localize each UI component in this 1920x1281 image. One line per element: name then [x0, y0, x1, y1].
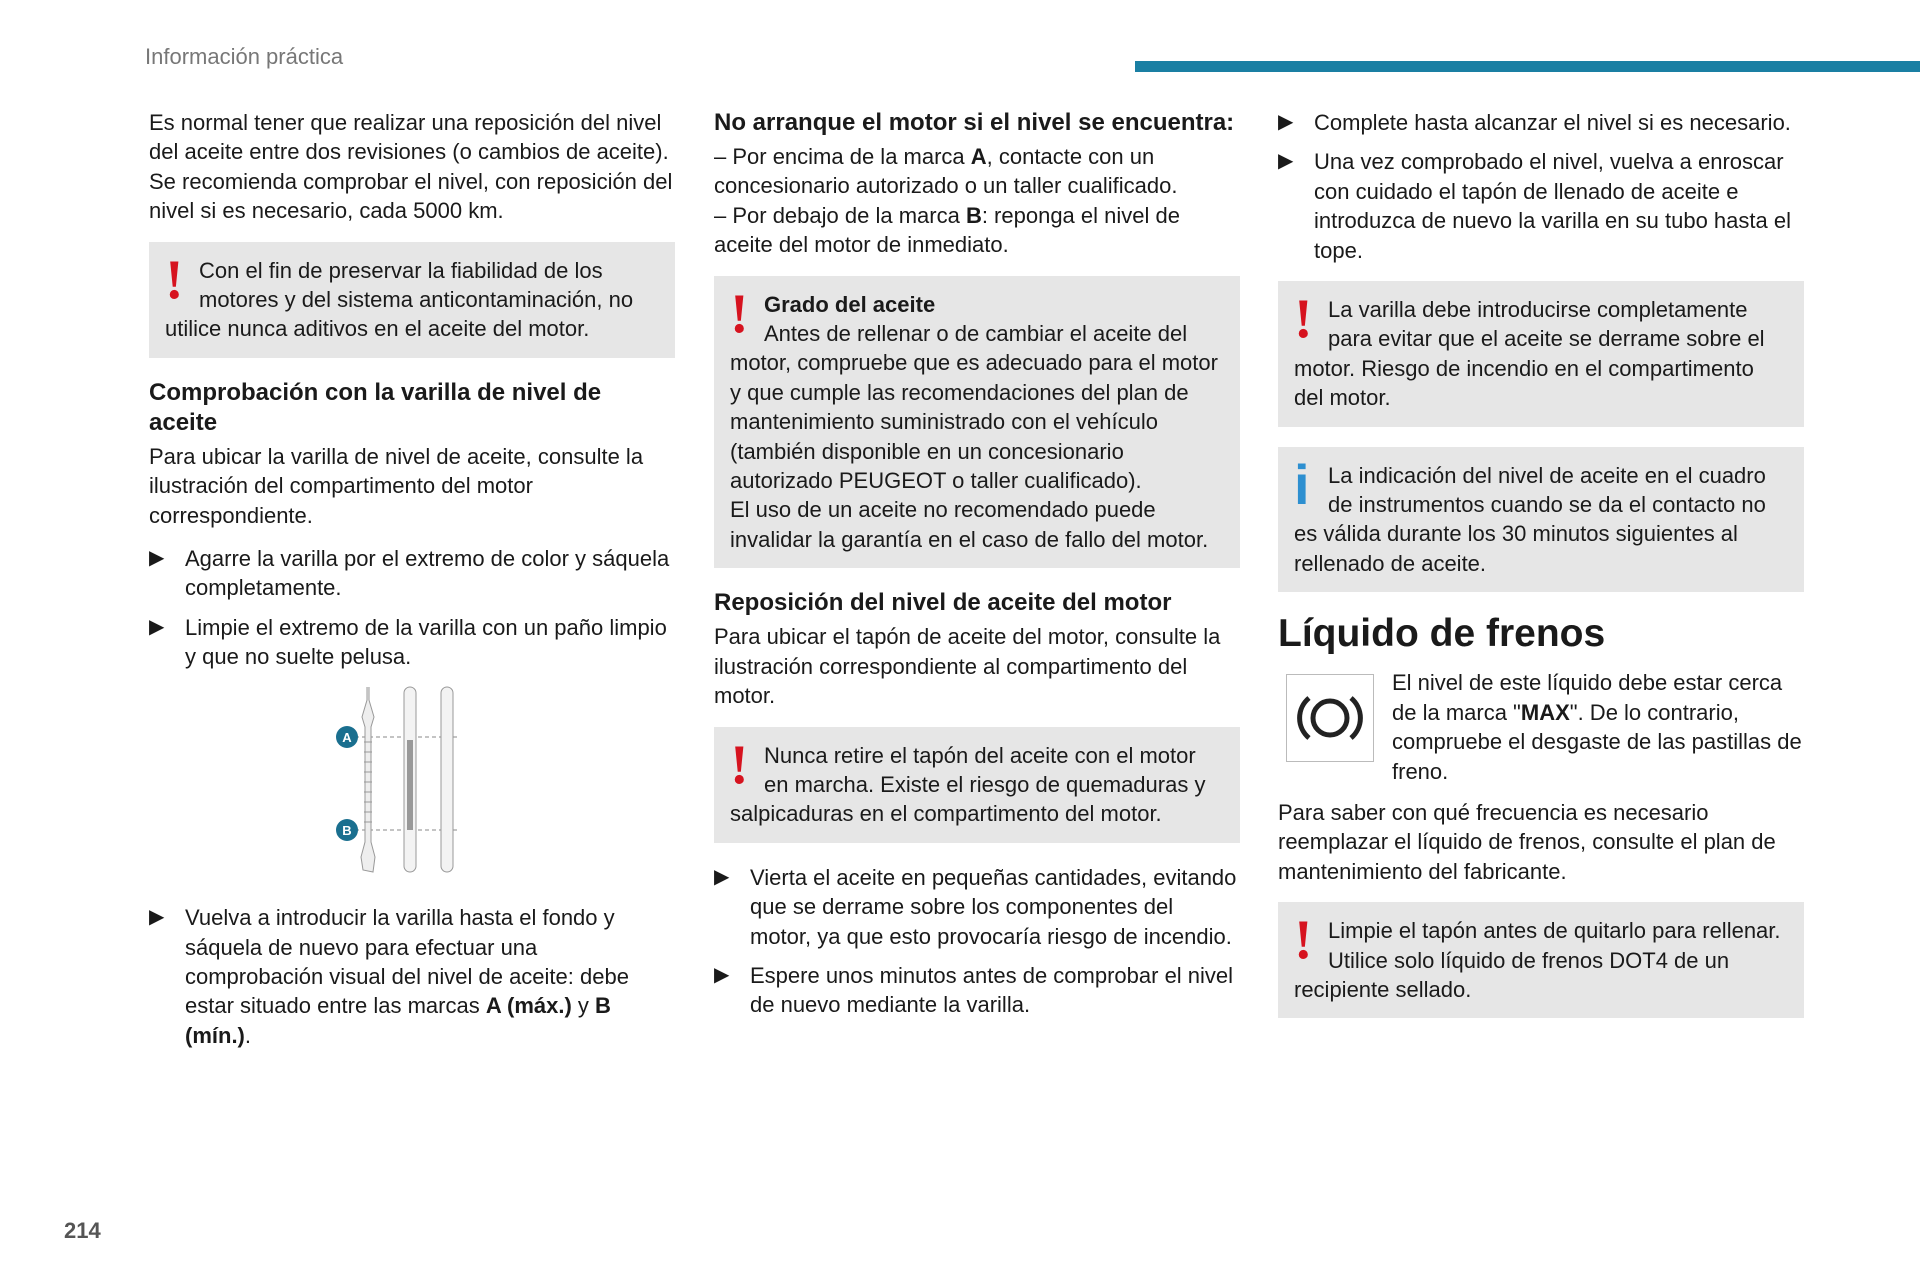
- list-item: [1278, 108, 1804, 137]
- section-heading: Reposición del nivel de aceite del motor: [714, 589, 1172, 617]
- bold-text: B (mín.): [185, 993, 611, 1048]
- warning-box: [1278, 281, 1804, 427]
- text: y: [571, 993, 596, 1019]
- step-text: Vierta el aceite en pequeñas cantidades, evitando que se derrame sobre los componentes del motor, ya que esto provocaría riesgo de incendio.: [750, 864, 1237, 949]
- arrow-bullet-icon: ▶: [714, 865, 730, 888]
- paragraph: Para ubicar el tapón de aceite del motor, consulte la ilustración correspondiente al compartimento del motor.: [714, 624, 1221, 709]
- warning-text: Nunca retire el tapón del aceite con el motor en marcha. Existe el riesgo de quemaduras y salpicaduras en el compartimento del motor.: [730, 742, 1206, 827]
- warning-box: [1278, 902, 1804, 1018]
- brake-text: [1392, 668, 1804, 786]
- brake-fluid-note: [1286, 668, 1804, 786]
- list-item: [714, 863, 1240, 951]
- text: , contacte con un concesionario autorizado o un taller cualificado.: [714, 144, 1178, 199]
- list-item: [149, 544, 675, 603]
- warning-text: Limpie el tapón antes de quitarlo para rellenar. Utilice solo líquido de frenos DOT4 de un recipiente sellado.: [1294, 918, 1781, 1002]
- list-item: [714, 961, 1240, 1020]
- section-heading: Comprobación con la varilla de nivel de aceite: [149, 378, 602, 436]
- info-text: La indicación del nivel de aceite en el cuadro de instrumentos cuando se da el contacto no es válida durante los 30 minutos siguientes al rellenado de aceite.: [1294, 462, 1766, 576]
- warning-icon: !: [730, 282, 749, 345]
- mark-a-label: A: [342, 729, 352, 745]
- bold-text: A (máx.): [485, 993, 572, 1019]
- text: : reponga el nivel de aceite del motor de inmediato.: [714, 202, 1180, 258]
- paragraph: Para ubicar la varilla de nivel de aceite, consulte la ilustración del compartimento del motor correspondiente.: [149, 443, 644, 528]
- warning-icon: !: [730, 733, 749, 796]
- intro-paragraph: Es normal tener que realizar una reposición del nivel del aceite entre dos revisiones (o cambios de aceite). Se recomienda comprobar el nivel, con reposición del nivel si es necesario, cada 5000 km.: [149, 110, 673, 224]
- bold-text: A: [970, 144, 987, 169]
- text: Vuelva a introducir la varilla hasta el fondo y sáquela de nuevo para efectuar una comprobación visual del nivel de aceite: debe estar situado entre las marcas: [185, 905, 629, 1019]
- text: – Por encima de la marca: [714, 144, 971, 169]
- warning-box: [714, 727, 1240, 843]
- dipstick-illustration: [329, 682, 675, 889]
- mark-b-label: B: [342, 822, 352, 838]
- step-text: [185, 903, 675, 1050]
- column-1: [149, 108, 675, 1060]
- warning-text: Antes de rellenar o de cambiar el aceite del motor, compruebe que es adecuado para el motor y que cumple las recomendaciones del plan de mantenimiento suministrado con el vehículo (también disponible en un concesionario autorizado PEUGEOT o taller cualificado).: [730, 321, 1218, 494]
- step-text: Agarre la varilla por el extremo de color y sáquela completamente.: [185, 546, 670, 601]
- arrow-bullet-icon: ▶: [149, 547, 165, 570]
- column-3: [1278, 108, 1804, 1038]
- text: ". De lo contrario, compruebe el desgaste de las pastillas de freno.: [1392, 699, 1802, 784]
- warning-icon: !: [1294, 909, 1313, 972]
- arrow-bullet-icon: ▶: [1278, 150, 1294, 173]
- text: .: [244, 1022, 252, 1048]
- brake-warning-icon: [1286, 674, 1374, 762]
- list-item: [149, 613, 675, 672]
- warning-text: La varilla debe introducirse completamente para evitar que el aceite se derrame sobre el motor. Riesgo de incendio en el compartimento del motor.: [1294, 297, 1765, 411]
- step-text: Una vez comprobado el nivel, vuelva a enroscar con cuidado el tapón de llenado de aceite e introduzca de nuevo la varilla en su tubo hasta el tope.: [1314, 149, 1791, 263]
- warning-text: Con el fin de preservar la fiabilidad de los motores y del sistema anticontaminación, no utilice nunca aditivos en el aceite del motor.: [165, 257, 634, 342]
- paragraph: [714, 201, 1240, 260]
- warning-title: Grado del aceite: [764, 291, 936, 317]
- page-number: 214: [64, 1218, 101, 1243]
- warning-box: [714, 276, 1240, 569]
- text: El nivel de este líquido debe estar cerca de la marca ": [1392, 670, 1783, 725]
- column-2: [714, 108, 1240, 1030]
- arrow-bullet-icon: ▶: [149, 615, 165, 638]
- paragraph: [714, 142, 1240, 201]
- warning-text: El uso de un aceite no recomendado puede invalidar la garantía en el caso de fallo del motor.: [730, 497, 1209, 552]
- step-text: Complete hasta alcanzar el nivel si es necesario.: [1314, 110, 1791, 135]
- warning-icon: !: [165, 248, 184, 311]
- text: – Por debajo de la marca: [714, 202, 966, 228]
- info-icon: i: [1294, 452, 1310, 516]
- warning-box: [149, 242, 675, 358]
- info-box: [1278, 447, 1804, 593]
- arrow-bullet-icon: ▶: [149, 906, 165, 929]
- bold-text: B: [965, 202, 982, 228]
- list-item: [149, 903, 675, 1050]
- section-heading: No arranque el motor si el nivel se encuentra:: [714, 109, 1235, 136]
- paragraph: Para saber con qué frecuencia es necesario reemplazar el líquido de frenos, consulte el plan de mantenimiento del fabricante.: [1278, 799, 1776, 884]
- section-title: Líquido de frenos: [1278, 612, 1606, 656]
- arrow-bullet-icon: ▶: [714, 963, 730, 986]
- header-accent-bar: [1135, 61, 1920, 72]
- section-header: Información práctica: [145, 44, 344, 69]
- warning-icon: !: [1294, 288, 1313, 351]
- bold-text: MAX: [1520, 699, 1570, 725]
- step-text: Limpie el extremo de la varilla con un paño limpio y que no suelte pelusa.: [185, 614, 667, 670]
- list-item: [1278, 147, 1804, 265]
- step-text: Espere unos minutos antes de comprobar el nivel de nuevo mediante la varilla.: [750, 962, 1234, 1018]
- arrow-bullet-icon: ▶: [1278, 111, 1294, 133]
